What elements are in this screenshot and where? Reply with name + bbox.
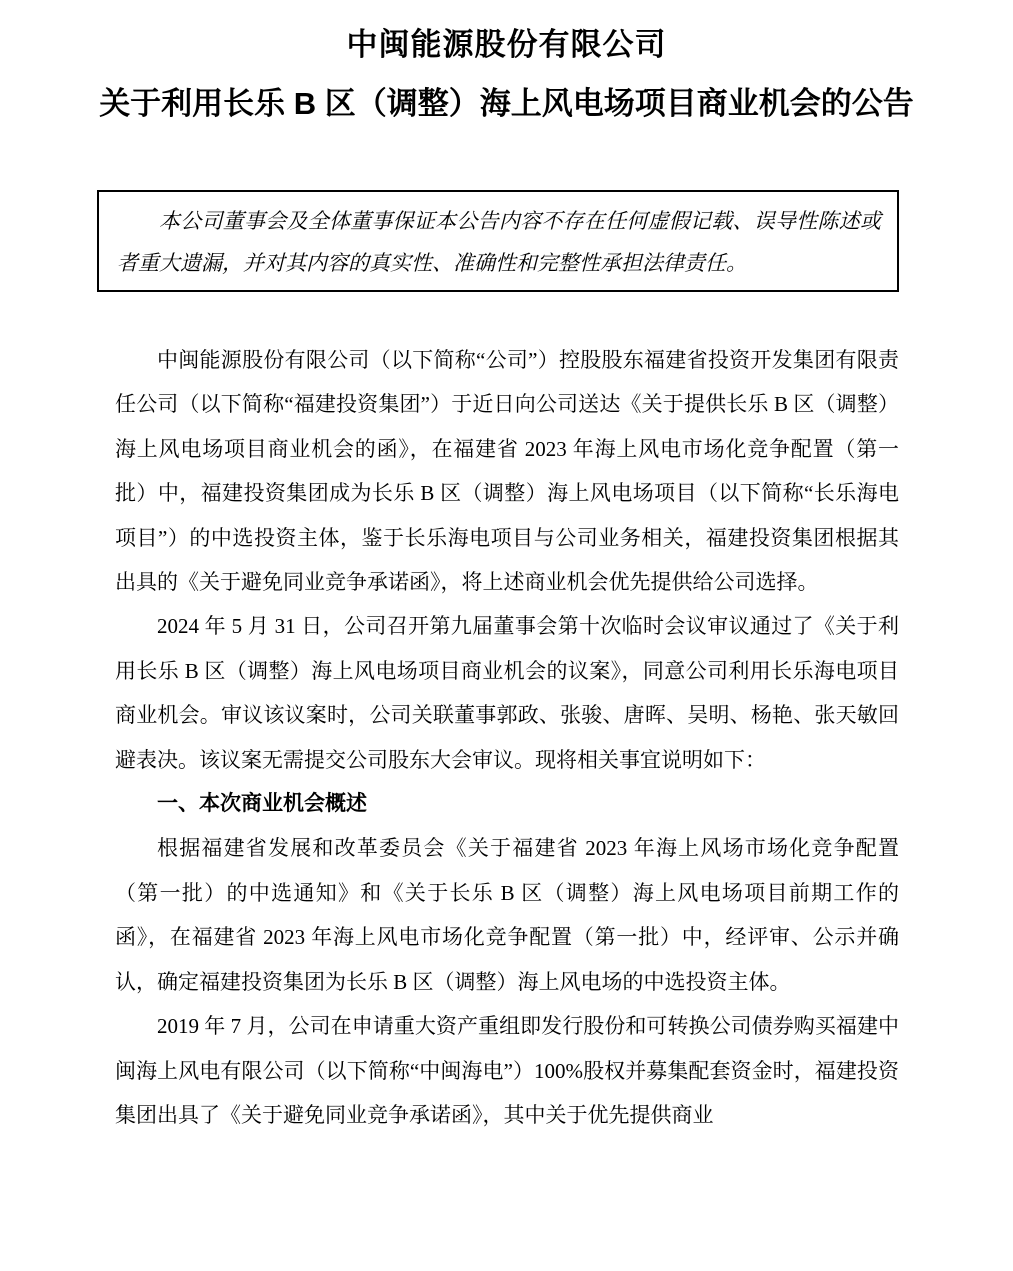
disclaimer-box [97,190,899,292]
body-text [115,338,899,1137]
document-title: 中闽能源股份有限公司 [346,27,667,62]
document-body [0,190,1013,1137]
paragraph-1: 中闽能源股份有限公司（以下简称“公司”）控股股东福建省投资开发集团有限责任公司（以下简称“福建投资集团”）于近日向公司送达《关于提供长乐 B 区（调整）海上风电场项目商业机会的函》，在福建省 2023 年海上风电市场化竞争配置（第一批）中，福建投资集团成为长乐 B 区（调整）海上风电场项目（以下简称“长乐海电项目”）的中选投资主体，鉴于长乐海电项目与公司业务相关，福建投资集团根据其出具的《关于避免同业竞争承诺函》，将上述商业机会优先提供给公司选择。 [115,348,899,595]
title-block [0,0,1013,124]
paragraph-4: 2019 年 7 月，公司在申请重大资产重组即发行股份和可转换公司债券购买福建中闽海上风电有限公司（以下简称“中闽海电”）100%股权并募集配套资金时，福建投资集团出具了《关于避免同业竞争承诺函》，其中关于优先提供商业 [115,1014,899,1127]
document-subtitle: 关于利用长乐 B 区（调整）海上风电场项目商业机会的公告 [99,86,914,121]
disclaimer-text: 本公司董事会及全体董事保证本公告内容不存在任何虚假记载、误导性陈述或者重大遗漏，并对其内容的真实性、准确性和完整性承担法律责任。 [117,209,881,275]
paragraph-3: 根据福建省发展和改革委员会《关于福建省 2023 年海上风场市场化竞争配置（第一批）的中选通知》和《关于长乐 B 区（调整）海上风电场项目前期工作的函》，在福建省 2023 年海上风电市场化竞争配置（第一批）中，经评审、公示并确认，确定福建投资集团为长乐 B 区（调整）海上风电场的中选投资主体。 [115,836,899,994]
section-heading-1: 一、本次商业机会概述 [157,792,367,816]
paragraph-2: 2024 年 5 月 31 日，公司召开第九届董事会第十次临时会议审议通过了《关于利用长乐 B 区（调整）海上风电场项目商业机会的议案》，同意公司利用长乐海电项目商业机会。审议该议案时，公司关联董事郭政、张骏、唐晖、吴明、杨艳、张天敏回避表决。该议案无需提交公司股东大会审议。现将相关事宜说明如下： [115,614,899,772]
